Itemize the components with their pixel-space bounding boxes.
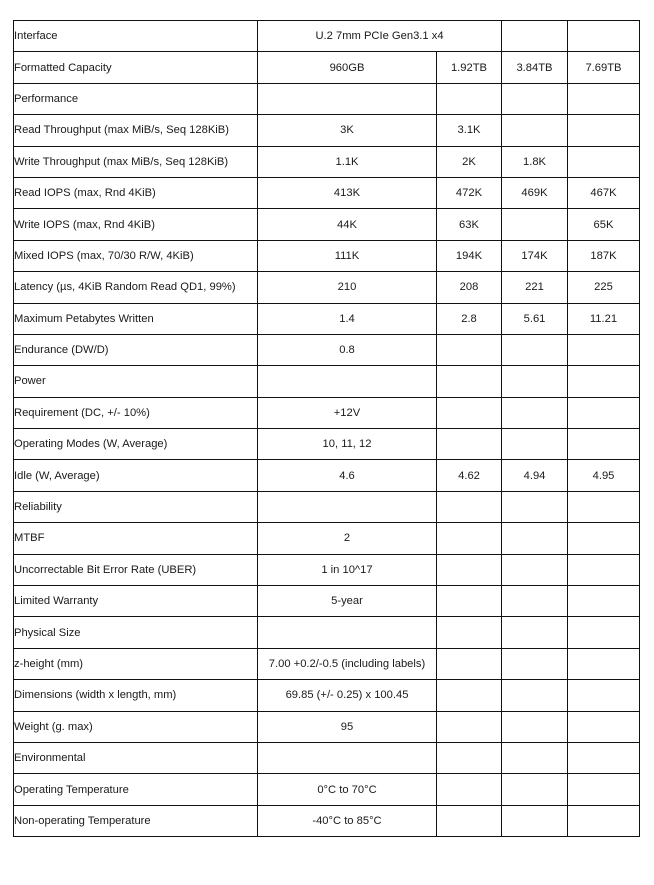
table-row bbox=[14, 83, 640, 114]
table-row bbox=[14, 617, 640, 648]
table-cell bbox=[502, 742, 568, 773]
table-cell: +12V bbox=[258, 397, 437, 428]
table-cell bbox=[568, 397, 640, 428]
table-cell: 0°C to 70°C bbox=[258, 774, 437, 805]
row-label: Physical Size bbox=[14, 617, 258, 648]
row-label: Idle (W, Average) bbox=[14, 460, 258, 491]
table-cell: 225 bbox=[568, 272, 640, 303]
table-cell: 2.8 bbox=[437, 303, 502, 334]
table-cell bbox=[437, 366, 502, 397]
table-cell bbox=[502, 334, 568, 365]
table-cell: 187K bbox=[568, 240, 640, 271]
row-label: Non-operating Temperature bbox=[14, 805, 258, 836]
table-cell: 11.21 bbox=[568, 303, 640, 334]
table-cell bbox=[568, 523, 640, 554]
table-row bbox=[14, 742, 640, 773]
table-cell bbox=[568, 742, 640, 773]
table-cell: 1.92TB bbox=[437, 52, 502, 83]
row-label: Weight (g. max) bbox=[14, 711, 258, 742]
table-row bbox=[14, 240, 640, 271]
table-cell bbox=[437, 617, 502, 648]
table-row bbox=[14, 460, 640, 491]
table-cell: 4.94 bbox=[502, 460, 568, 491]
row-label: MTBF bbox=[14, 523, 258, 554]
table-cell bbox=[568, 146, 640, 177]
table-cell bbox=[258, 491, 437, 522]
table-row bbox=[14, 429, 640, 460]
table-cell: 1.1K bbox=[258, 146, 437, 177]
table-cell bbox=[258, 366, 437, 397]
row-label: Requirement (DC, +/- 10%) bbox=[14, 397, 258, 428]
table-row bbox=[14, 554, 640, 585]
table-cell bbox=[502, 617, 568, 648]
table-cell bbox=[568, 491, 640, 522]
table-row bbox=[14, 397, 640, 428]
table-cell bbox=[502, 680, 568, 711]
row-label: z-height (mm) bbox=[14, 648, 258, 679]
table-row bbox=[14, 774, 640, 805]
row-label: Write IOPS (max, Rnd 4KiB) bbox=[14, 209, 258, 240]
table-row bbox=[14, 177, 640, 208]
table-cell: 4.95 bbox=[568, 460, 640, 491]
table-cell: 7.00 +0.2/-0.5 (including labels) bbox=[258, 648, 437, 679]
table-row bbox=[14, 272, 640, 303]
table-cell bbox=[437, 491, 502, 522]
table-cell bbox=[437, 680, 502, 711]
spec-table-body bbox=[14, 21, 640, 837]
row-label: Power bbox=[14, 366, 258, 397]
row-label: Operating Modes (W, Average) bbox=[14, 429, 258, 460]
table-row bbox=[14, 209, 640, 240]
row-label: Reliability bbox=[14, 491, 258, 522]
row-label: Endurance (DW/D) bbox=[14, 334, 258, 365]
row-label: Latency (µs, 4KiB Random Read QD1, 99%) bbox=[14, 272, 258, 303]
table-cell bbox=[258, 617, 437, 648]
table-cell bbox=[568, 711, 640, 742]
table-cell bbox=[502, 397, 568, 428]
table-cell bbox=[502, 209, 568, 240]
table-cell: 472K bbox=[437, 177, 502, 208]
row-label: Maximum Petabytes Written bbox=[14, 303, 258, 334]
table-cell bbox=[437, 648, 502, 679]
table-cell bbox=[437, 429, 502, 460]
table-row bbox=[14, 303, 640, 334]
table-cell: 960GB bbox=[258, 52, 437, 83]
table-row bbox=[14, 711, 640, 742]
row-label: Environmental bbox=[14, 742, 258, 773]
table-cell: 10, 11, 12 bbox=[258, 429, 437, 460]
table-cell: 0.8 bbox=[258, 334, 437, 365]
table-cell: 111K bbox=[258, 240, 437, 271]
table-cell: 208 bbox=[437, 272, 502, 303]
row-label: Operating Temperature bbox=[14, 774, 258, 805]
table-cell: 174K bbox=[502, 240, 568, 271]
table-row bbox=[14, 648, 640, 679]
row-label: Mixed IOPS (max, 70/30 R/W, 4KiB) bbox=[14, 240, 258, 271]
table-cell bbox=[502, 115, 568, 146]
row-label: Performance bbox=[14, 83, 258, 114]
table-cell: 95 bbox=[258, 711, 437, 742]
table-cell bbox=[258, 742, 437, 773]
spec-table bbox=[13, 20, 640, 837]
table-row bbox=[14, 491, 640, 522]
table-cell bbox=[502, 554, 568, 585]
table-cell bbox=[568, 21, 640, 52]
table-cell bbox=[437, 83, 502, 114]
table-cell bbox=[437, 742, 502, 773]
table-cell: 5.61 bbox=[502, 303, 568, 334]
table-cell: 1 in 10^17 bbox=[258, 554, 437, 585]
row-label: Formatted Capacity bbox=[14, 52, 258, 83]
table-cell: 2K bbox=[437, 146, 502, 177]
table-cell bbox=[502, 21, 568, 52]
table-cell bbox=[568, 586, 640, 617]
table-cell bbox=[568, 617, 640, 648]
row-label: Uncorrectable Bit Error Rate (UBER) bbox=[14, 554, 258, 585]
row-label: Read IOPS (max, Rnd 4KiB) bbox=[14, 177, 258, 208]
table-cell bbox=[568, 366, 640, 397]
table-cell bbox=[502, 491, 568, 522]
table-row bbox=[14, 805, 640, 836]
table-cell: 44K bbox=[258, 209, 437, 240]
table-cell bbox=[437, 805, 502, 836]
table-cell bbox=[437, 397, 502, 428]
table-cell: 3K bbox=[258, 115, 437, 146]
table-row bbox=[14, 115, 640, 146]
table-cell bbox=[258, 83, 437, 114]
table-row bbox=[14, 334, 640, 365]
table-cell: 63K bbox=[437, 209, 502, 240]
row-label: Write Throughput (max MiB/s, Seq 128KiB) bbox=[14, 146, 258, 177]
table-cell bbox=[437, 586, 502, 617]
table-cell bbox=[502, 586, 568, 617]
table-cell bbox=[502, 774, 568, 805]
table-row bbox=[14, 146, 640, 177]
table-cell: 3.84TB bbox=[502, 52, 568, 83]
table-cell: 210 bbox=[258, 272, 437, 303]
row-label: Limited Warranty bbox=[14, 586, 258, 617]
table-cell: 3.1K bbox=[437, 115, 502, 146]
table-row bbox=[14, 523, 640, 554]
table-cell bbox=[568, 680, 640, 711]
table-cell bbox=[568, 115, 640, 146]
table-cell bbox=[568, 805, 640, 836]
table-cell: 65K bbox=[568, 209, 640, 240]
table-cell bbox=[502, 523, 568, 554]
table-cell: 221 bbox=[502, 272, 568, 303]
table-cell bbox=[502, 711, 568, 742]
table-cell: 469K bbox=[502, 177, 568, 208]
table-row bbox=[14, 366, 640, 397]
table-cell: 1.4 bbox=[258, 303, 437, 334]
table-cell bbox=[437, 554, 502, 585]
table-cell: 2 bbox=[258, 523, 437, 554]
table-row bbox=[14, 52, 640, 83]
table-cell bbox=[437, 523, 502, 554]
row-label: Interface bbox=[14, 21, 258, 52]
table-cell: 194K bbox=[437, 240, 502, 271]
table-row bbox=[14, 21, 640, 52]
table-cell bbox=[437, 334, 502, 365]
table-cell bbox=[502, 366, 568, 397]
row-label: Dimensions (width x length, mm) bbox=[14, 680, 258, 711]
table-cell bbox=[568, 554, 640, 585]
table-row bbox=[14, 586, 640, 617]
table-row bbox=[14, 680, 640, 711]
table-cell: -40°C to 85°C bbox=[258, 805, 437, 836]
table-cell: 4.62 bbox=[437, 460, 502, 491]
interface-value: U.2 7mm PCIe Gen3.1 x4 bbox=[258, 21, 502, 52]
table-cell: 413K bbox=[258, 177, 437, 208]
table-cell: 1.8K bbox=[502, 146, 568, 177]
table-cell bbox=[568, 774, 640, 805]
table-cell bbox=[502, 648, 568, 679]
table-cell: 467K bbox=[568, 177, 640, 208]
table-cell bbox=[568, 334, 640, 365]
table-cell bbox=[568, 83, 640, 114]
table-cell: 4.6 bbox=[258, 460, 437, 491]
row-label: Read Throughput (max MiB/s, Seq 128KiB) bbox=[14, 115, 258, 146]
table-cell: 5-year bbox=[258, 586, 437, 617]
table-cell: 69.85 (+/- 0.25) x 100.45 bbox=[258, 680, 437, 711]
table-cell bbox=[502, 83, 568, 114]
table-cell bbox=[502, 429, 568, 460]
table-cell bbox=[437, 711, 502, 742]
table-cell bbox=[568, 648, 640, 679]
table-cell bbox=[502, 805, 568, 836]
table-cell: 7.69TB bbox=[568, 52, 640, 83]
table-cell bbox=[437, 774, 502, 805]
table-cell bbox=[568, 429, 640, 460]
